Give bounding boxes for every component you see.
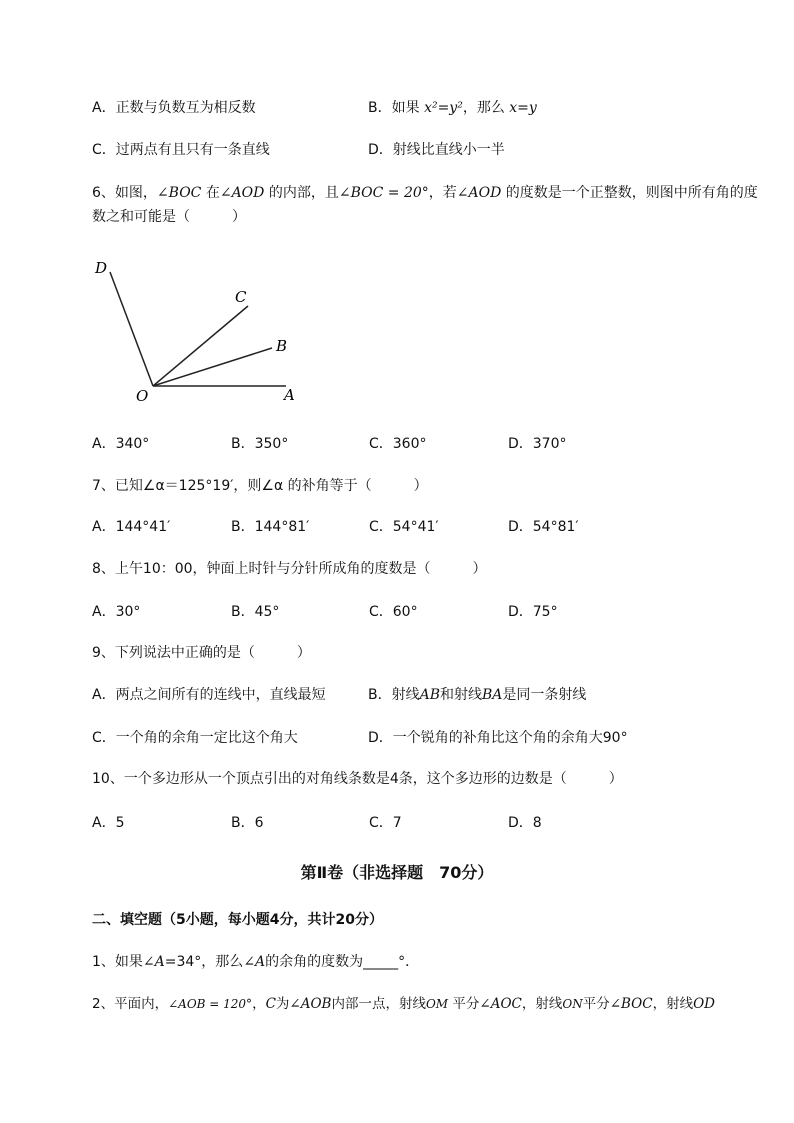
q9-option-b-part: 和射线 [440, 687, 483, 703]
q7-option-d: D．54°81′ [508, 519, 579, 535]
q8-stem: 8、上午10：00，钟面上时针与分针所成角的度数是（ ） [92, 561, 487, 577]
part2-title: 第Ⅱ卷（非选择题 70分） [300, 863, 494, 882]
q6-stem-line2: 数之和可能是（ ） [92, 209, 246, 225]
q5-option-b-prefix: B．如果 [368, 100, 425, 116]
q6-angle-figure [90, 255, 310, 405]
fill-q1-part: 的余角的度数为_____°． [265, 954, 420, 970]
q5-option-a: A．正数与负数互为相反数 [92, 100, 256, 116]
q7-option-a: A．144°41′ [92, 519, 171, 535]
q6-option-a: A．340° [92, 436, 150, 452]
q10-option-c: C．7 [369, 815, 402, 831]
fill-q2 [92, 994, 715, 1014]
q8-option-d: D．75° [508, 604, 558, 620]
q5-option-b-math1: x²=y² [424, 100, 463, 116]
q7-stem: 7、已知∠α＝125°19′，则∠α 的补角等于（ ） [92, 478, 428, 494]
q9-option-c: C．一个角的余角一定比这个角大 [92, 730, 298, 746]
fill-q2-part: ，射线 [521, 996, 563, 1012]
q9-option-a: A．两点之间所有的连线中，直线最短 [92, 687, 326, 703]
fill-q2-part: ，射线 [652, 996, 694, 1012]
fill-q1-math: ∠A [243, 954, 266, 970]
fill-q2-math: OD [693, 996, 715, 1012]
q6-stem-math: ∠BOC [156, 185, 202, 201]
label-b: B [276, 337, 288, 355]
label-d: D [95, 259, 108, 277]
q6-option-d: D．370° [508, 436, 567, 452]
q9-stem: 9、下列说法中正确的是（ ） [92, 645, 311, 661]
q9-option-b-math: AB [419, 687, 441, 703]
q10-option-d: D．8 [508, 815, 542, 831]
q6-stem-math: ∠AOD [456, 185, 502, 201]
q6-option-b: B．350° [231, 436, 289, 452]
label-a: A [284, 386, 295, 404]
fill-q2-part: 平分 [448, 996, 480, 1012]
q6-stem-part: 的内部，且 [264, 185, 339, 201]
q6-stem-part: ，若 [428, 185, 457, 201]
q9-option-d: D．一个锐角的补角比这个角的余角大90° [368, 730, 628, 746]
fill-section-heading: 二、填空题（5小题，每小题4分，共计20分） [92, 912, 383, 928]
q8-option-a: A．30° [92, 604, 141, 620]
fill-q2-part: 2、平面内， [92, 996, 169, 1012]
fill-q2-math: ON [562, 997, 583, 1011]
fill-q2-part: 内部一点，射线 [331, 996, 426, 1012]
q5-option-c: C．过两点有且只有一条直线 [92, 142, 270, 158]
q7-option-b: B．144°81′ [231, 519, 310, 535]
fill-q2-math: ∠AOB = 120° [168, 997, 253, 1011]
q10-option-b: B．6 [231, 815, 264, 831]
q6-stem-part: 的度数是一个正整数，则图中所有角的度 [501, 185, 758, 201]
fill-q1-part: =34°，那么 [164, 954, 244, 970]
q9-option-b-math: BA [482, 687, 503, 703]
q5-option-d: D．射线比直线小一半 [368, 142, 505, 158]
q6-stem-math: ∠BOC = 20° [338, 185, 429, 201]
q7-option-c: C．54°41′ [369, 519, 439, 535]
label-o: O [136, 387, 149, 405]
fill-q2-part: 为 [275, 996, 290, 1012]
q10-option-a: A．5 [92, 815, 125, 831]
fill-q2-math: OM [425, 997, 449, 1011]
q8-option-c: C．60° [369, 604, 418, 620]
q6-stem-line1 [92, 183, 758, 203]
q6-stem-math: ∠AOD [219, 185, 265, 201]
label-c: C [235, 288, 247, 306]
ray-oc [153, 306, 248, 386]
fill-q1 [92, 952, 419, 972]
q6-option-c: C．360° [369, 436, 427, 452]
fill-q1-math: ∠A [142, 954, 165, 970]
ray-od [110, 272, 153, 386]
fill-q2-math: ∠BOC [609, 996, 653, 1012]
q5-option-b [368, 98, 537, 118]
q9-option-b [368, 685, 586, 705]
q10-stem: 10、一个多边形从一个顶点引出的对角线条数是4条，这个多边形的边数是（ ） [92, 771, 623, 787]
fill-q2-part: ， [252, 996, 266, 1012]
fill-q2-math: ∠AOC [479, 996, 522, 1012]
q9-option-b-part: B．射线 [368, 687, 420, 703]
fill-q1-part: 1、如果 [92, 954, 143, 970]
q9-option-b-part: 是同一条射线 [502, 687, 587, 703]
q5-option-b-math2: x=y [509, 100, 537, 116]
ray-ob [153, 348, 272, 386]
fill-q2-math: ∠AOB [289, 996, 332, 1012]
fill-q2-math: C [265, 996, 276, 1012]
q6-stem-part: 在 [201, 185, 220, 201]
q8-option-b: B．45° [231, 604, 280, 620]
fill-q2-part: 平分 [582, 996, 610, 1012]
q6-stem-part: 6、如图， [92, 185, 157, 201]
q5-option-b-mid: ，那么 [462, 100, 510, 116]
